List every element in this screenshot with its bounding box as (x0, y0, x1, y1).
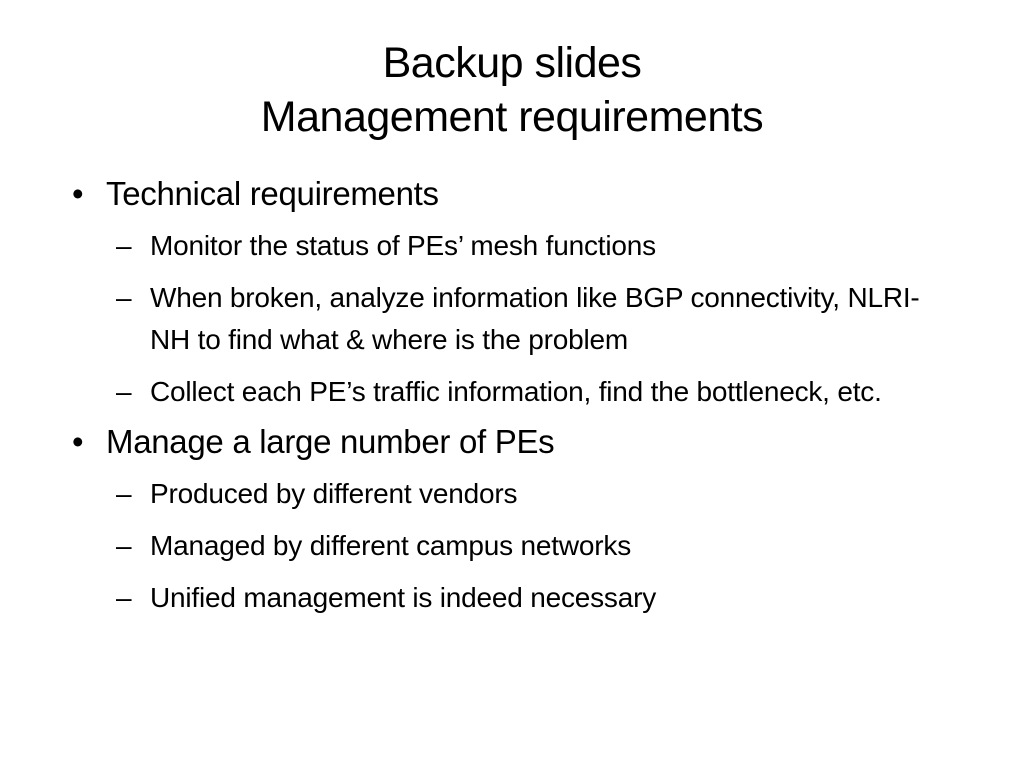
bullet-manage-pes (72, 421, 972, 463)
sub-bullet-text: Managed by different campus networks (150, 530, 631, 561)
dash-icon: – (116, 376, 132, 407)
dash-icon: – (116, 282, 132, 313)
sub-bullet-text: Monitor the status of PEs’ mesh functions (150, 230, 656, 261)
dash-icon: – (116, 530, 132, 561)
sub-bullet (116, 371, 950, 413)
bullet-heading: Technical requirements (106, 175, 439, 212)
sub-bullet (116, 577, 950, 619)
bullet-heading: Manage a large number of PEs (106, 423, 555, 460)
bullet-icon: • (72, 175, 84, 212)
dash-icon: – (116, 478, 132, 509)
slide-title (0, 36, 1024, 144)
sub-bullet-text: Produced by different vendors (150, 478, 518, 509)
dash-icon: – (116, 582, 132, 613)
bullet-technical-requirements (72, 173, 972, 215)
slide-body (72, 165, 972, 619)
title-line-1: Backup slides (382, 39, 642, 87)
sub-bullet (116, 525, 950, 567)
title-line-2: Management requirements (260, 93, 764, 141)
dash-icon: – (116, 230, 132, 261)
sub-bullet-text: When broken, analyze information like BGP connectivity, NLRI-NH to find what & where is the problem (150, 282, 920, 355)
sub-bullet (116, 277, 950, 361)
sub-bullet-text: Collect each PE’s traffic information, find the bottleneck, etc. (150, 376, 882, 407)
sub-bullet-text: Unified management is indeed necessary (150, 582, 657, 613)
sub-bullet (116, 225, 950, 267)
bullet-icon: • (72, 423, 84, 460)
sub-bullet (116, 473, 950, 515)
